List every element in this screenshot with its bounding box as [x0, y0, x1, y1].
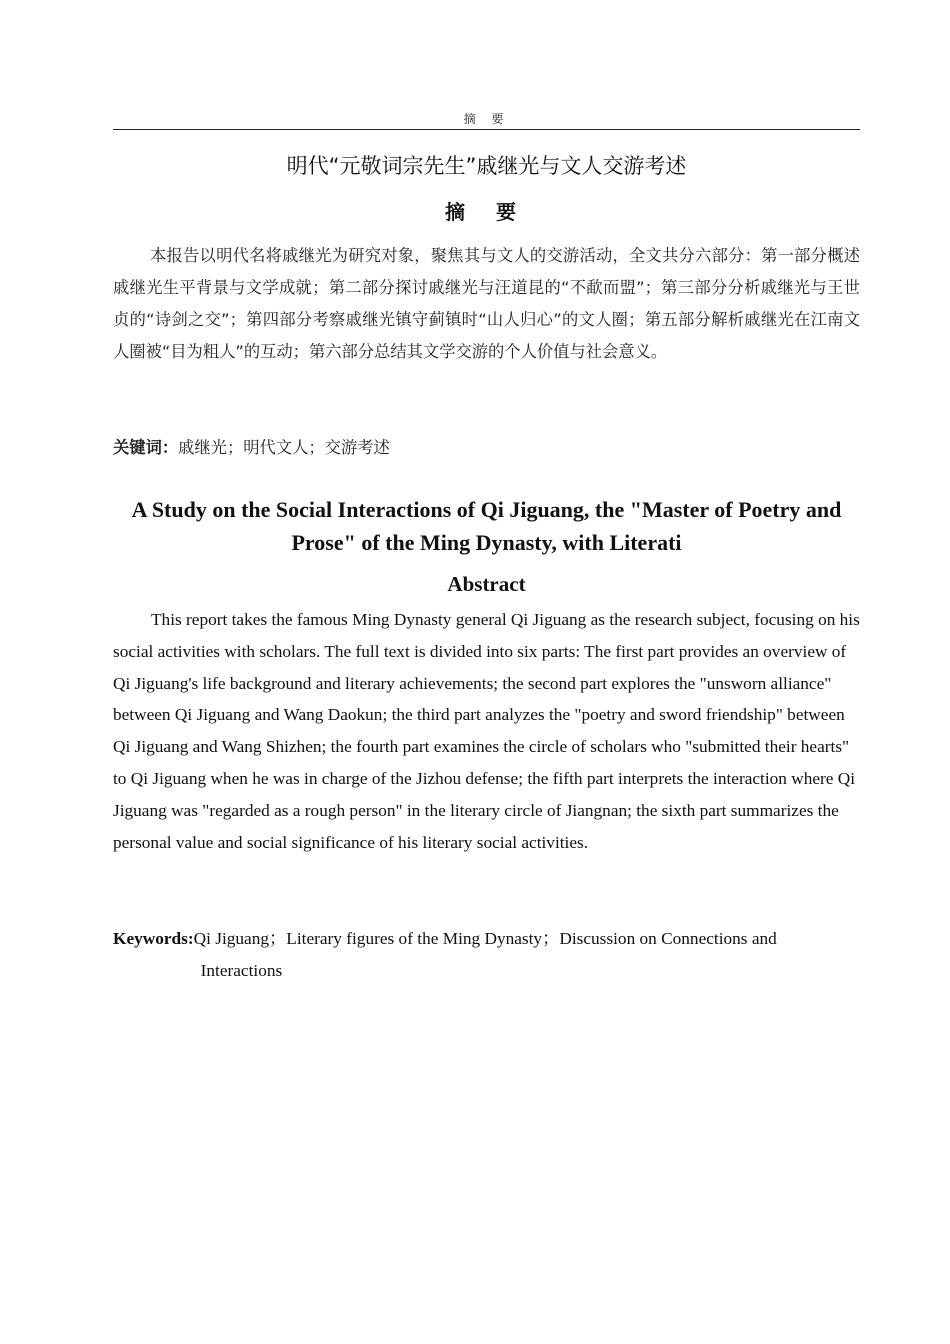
chinese-abstract-body: 本报告以明代名将戚继光为研究对象，聚焦其与文人的交游活动，全文共分六部分：第一部分概述戚继光生平背景与文学成就；第二部分探讨戚继光与汪道昆的“不歃而盟”；第三部分分析戚继光与王世贞的“诗剑之交”；第四部分考察戚继光镇守蓟镇时“山人归心”的文人圈；第五部分解析戚继光在江南文人圈被“目为粗人”的互动；第六部分总结其文学交游的个人价值与社会意义。: [113, 246, 860, 361]
english-keywords-line-2: Interactions: [200, 961, 283, 980]
english-abstract-heading: Abstract: [447, 572, 526, 596]
chinese-title: 明代“元敬词宗先生”戚继光与文人交游考述: [286, 154, 687, 178]
running-header: 摘 要: [463, 112, 510, 126]
english-title: A Study on the Social Interactions of Qi Jiguang, the "Master of Poetry and Prose" of the Ming Dynasty, with Literati: [131, 497, 842, 555]
english-keywords: [113, 923, 876, 987]
chinese-keywords: [113, 432, 860, 464]
english-keywords-values: [194, 923, 876, 987]
chinese-keywords-values: 戚继光；明代文人；交游考述: [178, 438, 390, 457]
english-keywords-line-1: Qi Jiguang；Literary figures of the Ming Dynasty；Discussion on Connections and: [193, 929, 777, 948]
english-keywords-label: Keywords:: [113, 929, 194, 948]
chinese-keywords-label: 关键词：: [113, 438, 179, 457]
english-abstract-body: This report takes the famous Ming Dynasty general Qi Jiguang as the research subject, focusing on his social activities with scholars. The full text is divided into six parts: The first part provides an overview of Qi Jiguang's life background and literary achievements; the second part explores the "unsworn alliance" between Qi Jiguang and Wang Daokun; the third part analyzes the "poetry and sword friendship" between Qi Jiguang and Wang Shizhen; the fourth part examines the circle of scholars who "submitted their hearts" to Qi Jiguang when he was in charge of the Jizhou defense; the fifth part interprets the interaction where Qi Jiguang was "regarded as a rough person" in the literary circle of Jiangnan; the sixth part summarizes the personal value and social significance of his literary social activities.: [113, 610, 860, 852]
header-rule: [113, 129, 860, 130]
chinese-abstract-heading: 摘 要: [445, 200, 528, 224]
